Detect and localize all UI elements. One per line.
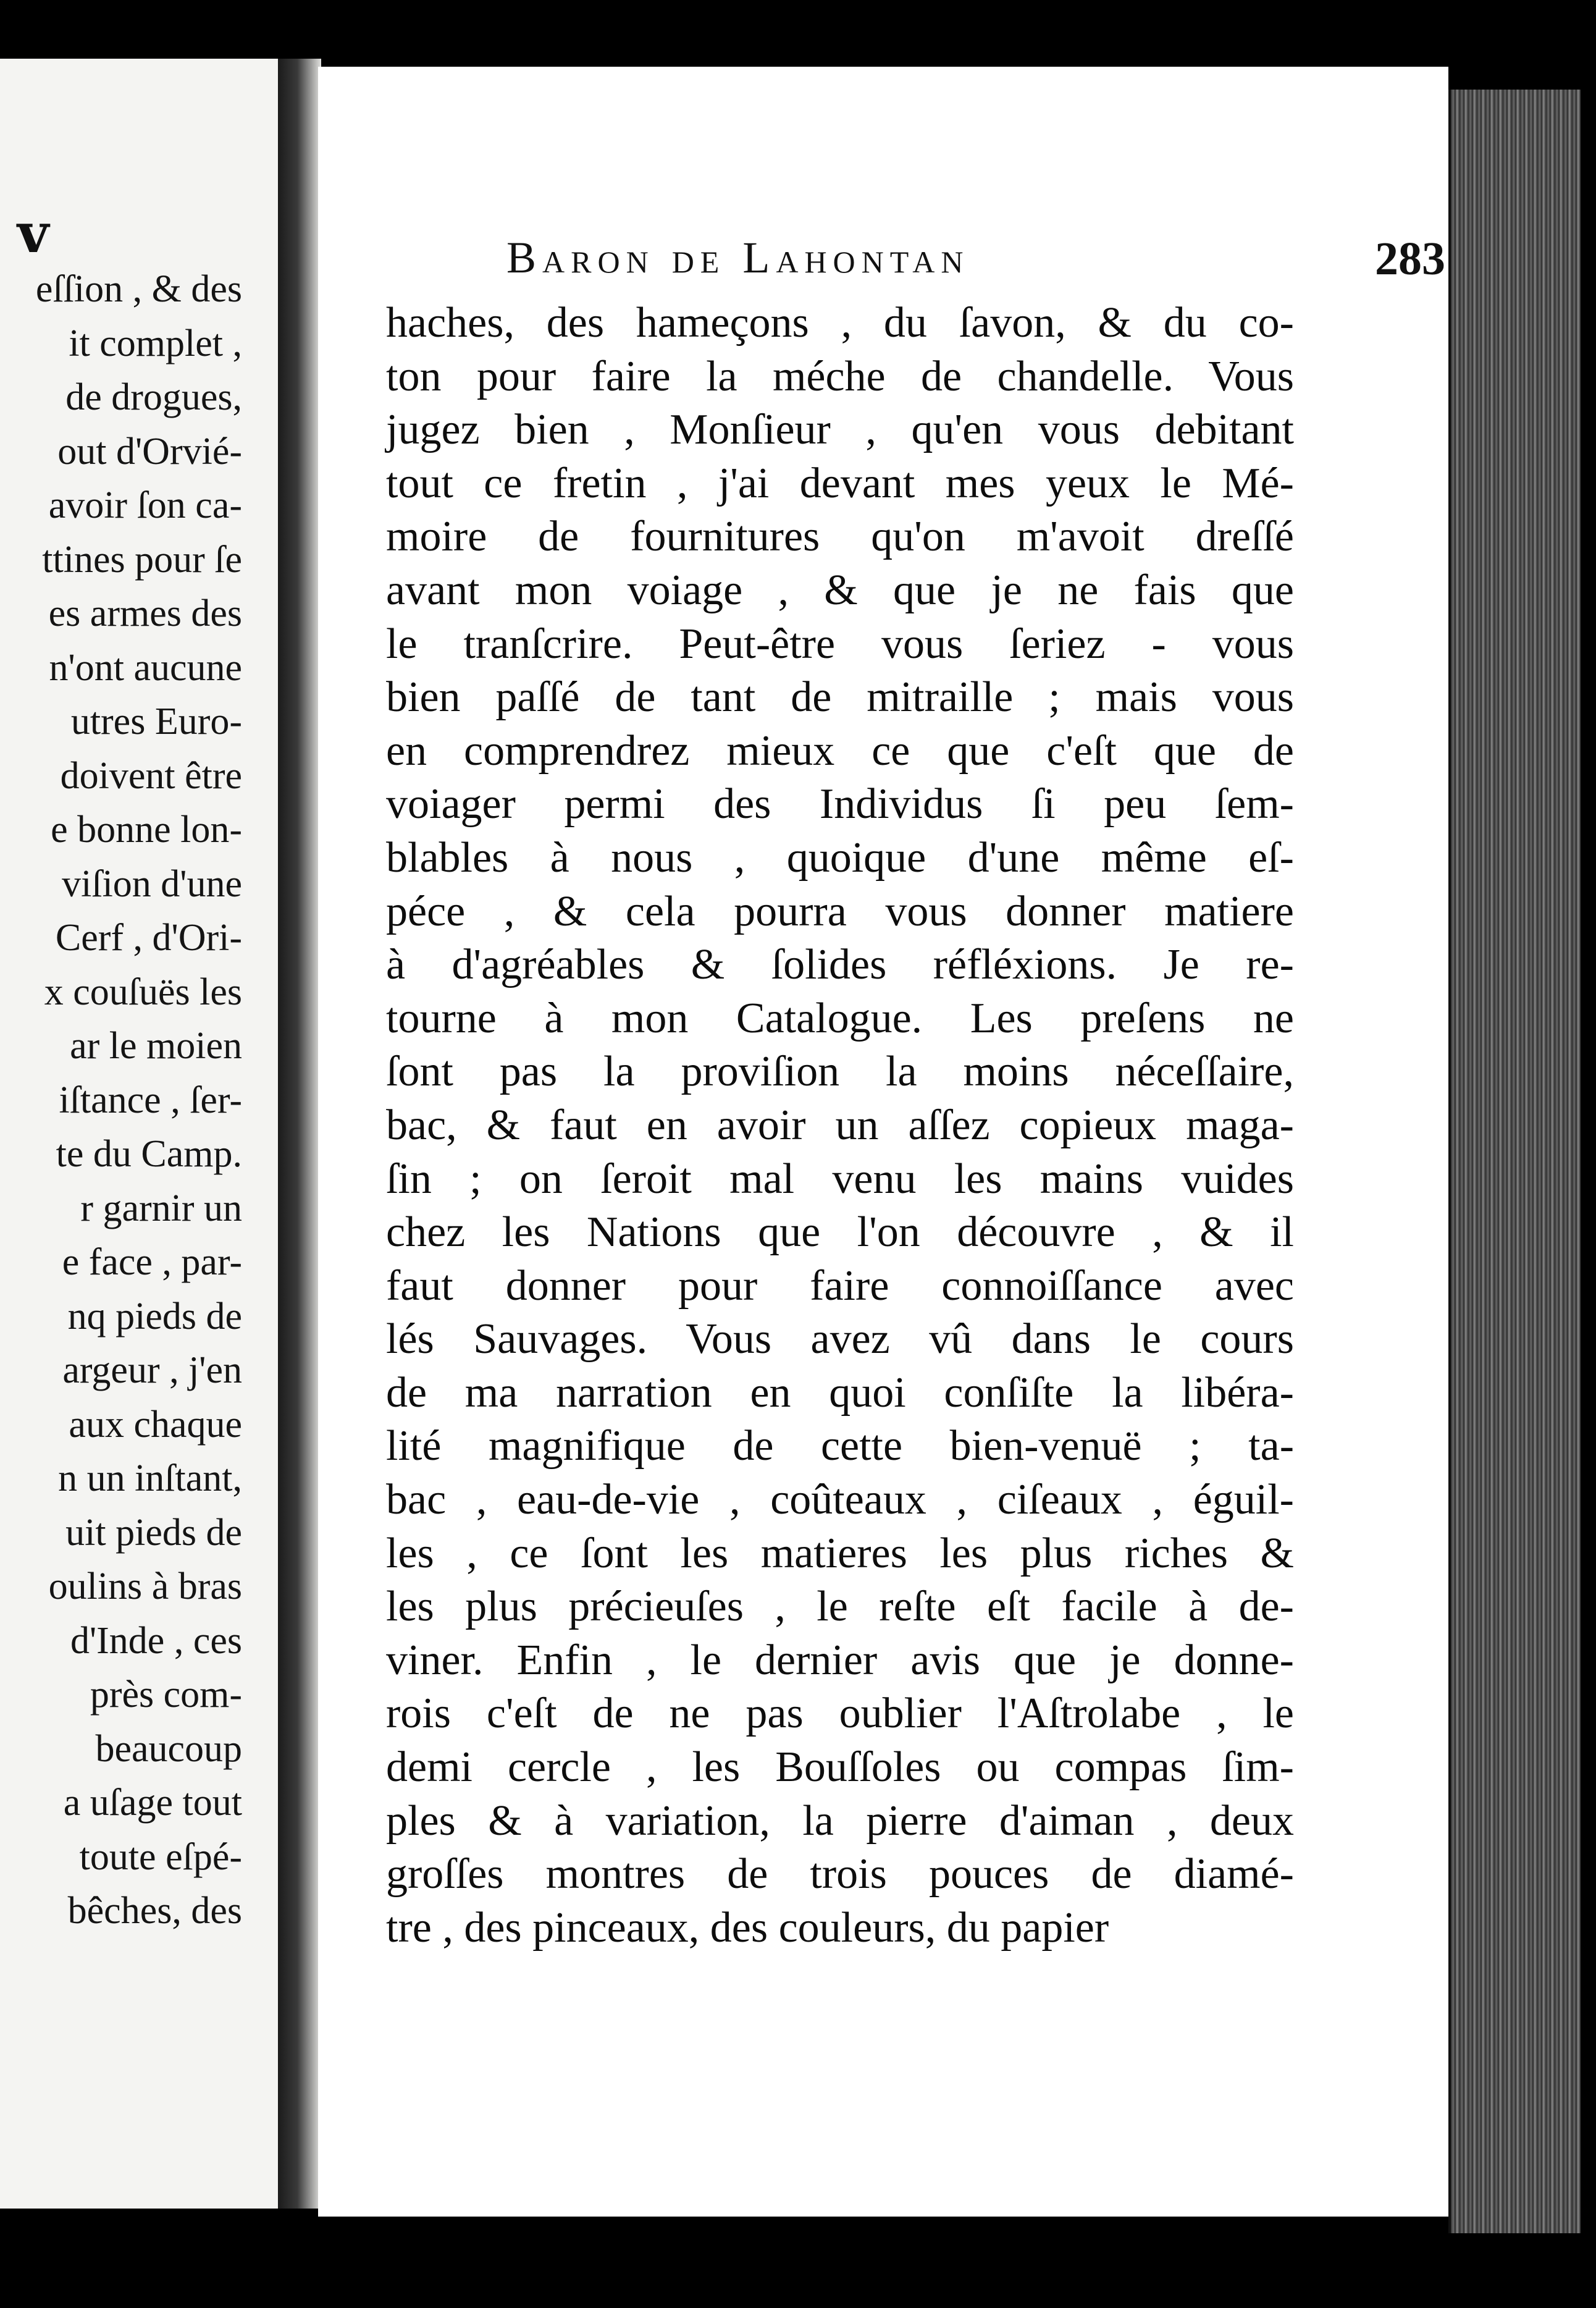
text-line: tre , des pinceaux, des couleurs, du papier [386, 1903, 1109, 1952]
text-line: ſin ; on ſeroit mal venu les mains vuides [386, 1155, 1294, 1203]
running-title: Baron de Lahontan [506, 233, 970, 282]
left-page-text [0, 263, 242, 1939]
text-line: les plus précieuſes , le reſte eſt facile à de- [386, 1583, 1294, 1631]
left-page-line: ar le moien [70, 1025, 242, 1067]
text-line: groſſes montres de trois pouces de diamé- [386, 1850, 1294, 1898]
previous-page [0, 59, 282, 2209]
left-page-line: nq pieds de [67, 1295, 242, 1337]
running-head [506, 232, 1445, 300]
text-line: jugez bien , Monſieur , qu'en vous debitant [386, 406, 1294, 454]
text-line: tout ce fretin , j'ai devant mes yeux le Mé- [386, 459, 1294, 507]
page-number: 283 [1375, 233, 1445, 285]
left-page-line: d'Inde , ces [70, 1619, 242, 1662]
left-page-line: eſſion , & des [35, 268, 242, 310]
left-page-line: de drogues, [65, 376, 242, 418]
text-line: rois c'eſt de ne pas oublier l'Aſtrolabe , le [386, 1690, 1294, 1738]
left-page-line: te du Camp. [56, 1133, 242, 1175]
left-page-line: e face , par- [62, 1241, 242, 1283]
text-line: demi cercle , les Bouſſoles ou compas ſim- [386, 1743, 1294, 1792]
text-line: moire de fournitures qu'on m'avoit dreſſé [386, 513, 1294, 561]
left-page-line: argeur , j'en [62, 1349, 242, 1391]
text-line: avant mon voiage , & que je ne fais que [386, 566, 1294, 614]
text-line: bien paſſé de tant de mitraille ; mais vous [386, 673, 1294, 722]
left-page-line: ttines pour ſe [42, 538, 242, 581]
current-page [318, 67, 1448, 2217]
text-line: voiager permi des Individus ſi peu ſem- [386, 780, 1294, 828]
left-page-line: e bonne lon- [51, 809, 242, 851]
left-page-mark: v [17, 201, 49, 265]
text-line: faut donner pour faire connoiſſance avec [386, 1261, 1294, 1310]
left-page-line: bêches, des [67, 1890, 242, 1932]
text-line: en comprendrez mieux ce que c'eſt que de [386, 727, 1294, 775]
text-line: lité magnifique de cette bien-venuë ; ta- [386, 1422, 1294, 1470]
text-line: viner. Enfin , le dernier avis que je donne- [386, 1636, 1294, 1684]
book-gutter [278, 59, 321, 2209]
left-page-line: n'ont aucune [49, 646, 242, 689]
text-line: à d'agréables & ſolides réfléxions. Je re- [386, 941, 1294, 989]
left-page-line: x couſuës les [44, 971, 242, 1013]
left-page-line: Cerf , d'Ori- [55, 917, 242, 959]
text-line: chez les Nations que l'on découvre , & il [386, 1208, 1294, 1257]
left-page-line: beaucoup [95, 1727, 242, 1770]
left-page-line: it complet , [69, 322, 242, 364]
text-line: de ma narration en quoi conſiſte la libéra- [386, 1368, 1294, 1417]
left-page-line: avoir ſon ca- [48, 484, 242, 526]
left-page-line: oulins à bras [48, 1565, 242, 1607]
left-page-line: a uſage tout [63, 1782, 242, 1824]
text-line: tourne à mon Catalogue. Les preſens ne [386, 994, 1294, 1042]
text-line: le tranſcrire. Peut-être vous ſeriez - vous [386, 620, 1294, 668]
text-line: bac , eau-de-vie , coûteaux , ciſeaux , éguil- [386, 1476, 1294, 1524]
text-line: les , ce ſont les matieres les plus riches & [386, 1529, 1294, 1577]
text-line: péce , & cela pourra vous donner matiere [386, 887, 1294, 935]
left-page-line: toute eſpé- [79, 1835, 242, 1878]
text-line: blables à nous , quoique d'une même eſ- [386, 833, 1294, 882]
page-body-text [386, 297, 1294, 1955]
left-page-line: r garnir un [80, 1187, 242, 1229]
page-block-edge [1448, 90, 1581, 2233]
text-line: ton pour faire la méche de chandelle. Vous [386, 352, 1294, 400]
text-line: ples & à variation, la pierre d'aiman , deux [386, 1796, 1294, 1845]
text-line: ſont pas la proviſion la moins néceſſaire, [386, 1048, 1294, 1096]
left-page-line: viſion d'une [62, 862, 242, 905]
text-line: bac, & faut en avoir un aſſez copieux maga- [386, 1101, 1294, 1149]
left-page-line: es armes des [48, 592, 242, 634]
left-page-line: uit pieds de [65, 1511, 242, 1554]
text-line: haches, des hameçons , du ſavon, & du co- [386, 299, 1294, 347]
left-page-line: près com- [90, 1674, 242, 1716]
left-page-line: aux chaque [69, 1403, 242, 1446]
left-page-line: utres Euro- [70, 701, 242, 743]
left-page-line: n un inſtant, [58, 1457, 242, 1499]
text-line: lés Sauvages. Vous avez vû dans le cours [386, 1315, 1294, 1363]
left-page-line: out d'Orvié- [57, 430, 242, 473]
left-page-line: iſtance , ſer- [59, 1079, 242, 1121]
left-page-line: doivent être [60, 754, 242, 797]
